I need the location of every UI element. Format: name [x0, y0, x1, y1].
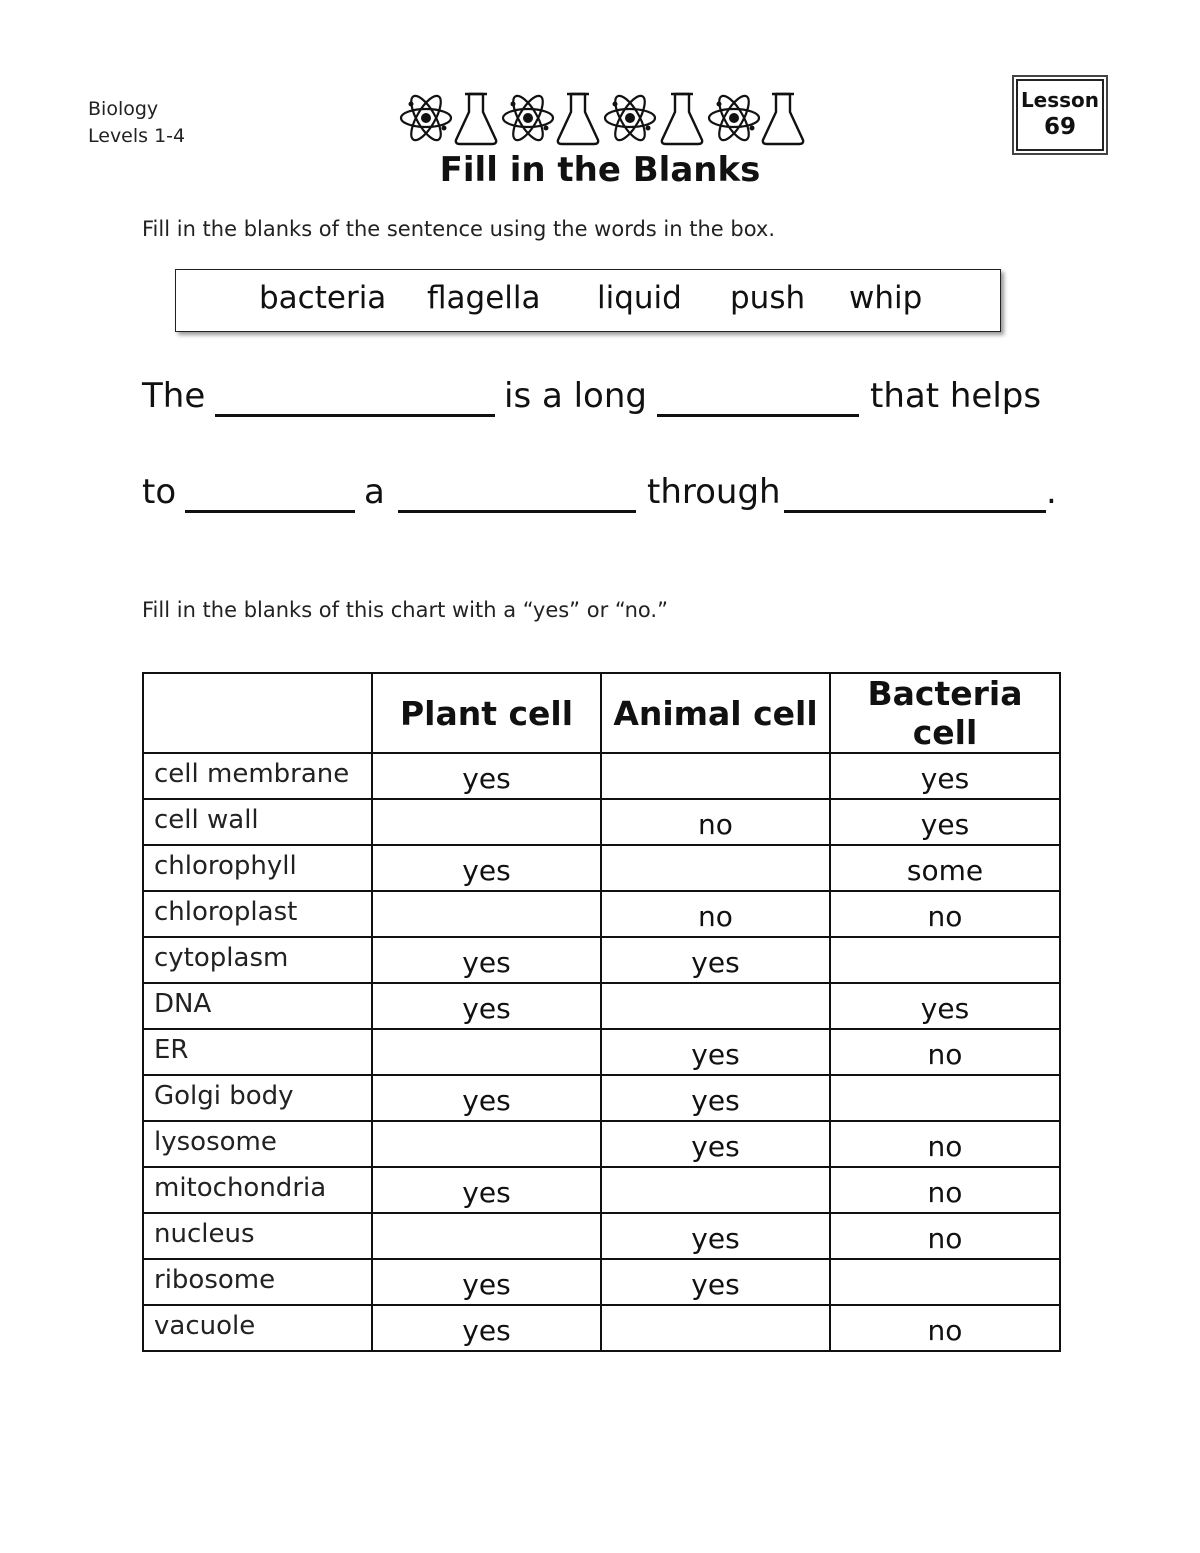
animal-cell-value[interactable]: no — [601, 799, 830, 845]
answer-blank-5[interactable] — [784, 510, 1046, 513]
table-row — [143, 1029, 1060, 1075]
plant-cell-value[interactable]: yes — [372, 1167, 601, 1213]
sentence-word: to — [142, 472, 177, 512]
plant-cell-value[interactable] — [372, 891, 601, 937]
table-row — [143, 1167, 1060, 1213]
subject-label — [88, 96, 185, 150]
bacteria-cell-value[interactable]: some — [830, 845, 1060, 891]
table-row — [143, 1213, 1060, 1259]
plant-cell-value[interactable]: yes — [372, 1075, 601, 1121]
bacteria-cell-value[interactable] — [830, 1075, 1060, 1121]
word-bank-item: liquid — [597, 280, 682, 316]
bacteria-cell-value[interactable]: no — [830, 1167, 1060, 1213]
animal-cell-value[interactable]: yes — [601, 937, 830, 983]
word-bank-item: whip — [849, 280, 923, 316]
plant-cell-value[interactable]: yes — [372, 845, 601, 891]
table-row — [143, 1121, 1060, 1167]
row-label: cell wall — [143, 799, 372, 845]
answer-blank-4[interactable] — [398, 510, 636, 513]
flask-icon — [558, 94, 598, 144]
word-bank — [175, 269, 1001, 332]
column-header-animal-cell: Animal cell — [601, 673, 830, 753]
atom-icon — [709, 92, 759, 144]
word-bank-item: bacteria — [259, 280, 387, 316]
answer-blank-3[interactable] — [185, 510, 355, 513]
sentence-line-1 — [142, 376, 1102, 436]
table-row — [143, 1305, 1060, 1351]
word-bank-item: flagella — [427, 280, 541, 316]
bacteria-cell-value[interactable]: no — [830, 1213, 1060, 1259]
sentence-instruction: Fill in the blanks of the sentence using the words in the box. — [142, 217, 776, 241]
plant-cell-value[interactable] — [372, 799, 601, 845]
plant-cell-value[interactable]: yes — [372, 753, 601, 799]
sentence-line-2 — [142, 472, 1102, 532]
plant-cell-value[interactable]: yes — [372, 1305, 601, 1351]
table-row — [143, 1259, 1060, 1305]
row-label: cell membrane — [143, 753, 372, 799]
plant-cell-value[interactable] — [372, 1121, 601, 1167]
bacteria-cell-value[interactable]: no — [830, 1305, 1060, 1351]
answer-blank-1[interactable] — [215, 414, 495, 417]
bacteria-cell-value[interactable]: yes — [830, 983, 1060, 1029]
flask-icon — [456, 94, 496, 144]
atom-icon — [401, 92, 451, 144]
bacteria-cell-value[interactable]: no — [830, 891, 1060, 937]
chart-instruction: Fill in the blanks of this chart with a “yes” or “no.” — [142, 598, 668, 622]
row-label: chlorophyll — [143, 845, 372, 891]
animal-cell-value[interactable]: yes — [601, 1121, 830, 1167]
bacteria-cell-value[interactable] — [830, 937, 1060, 983]
plant-cell-value[interactable] — [372, 1213, 601, 1259]
lesson-label: Lesson — [1020, 88, 1100, 112]
row-label: ribosome — [143, 1259, 372, 1305]
animal-cell-value[interactable]: yes — [601, 1213, 830, 1259]
column-header-plant-cell: Plant cell — [372, 673, 601, 753]
sentence-word: that helps — [870, 376, 1042, 416]
cell-comparison-chart — [142, 672, 1061, 1352]
animal-cell-value[interactable]: yes — [601, 1259, 830, 1305]
table-row — [143, 1075, 1060, 1121]
animal-cell-value[interactable]: yes — [601, 1029, 830, 1075]
row-label: vacuole — [143, 1305, 372, 1351]
plant-cell-value[interactable] — [372, 1029, 601, 1075]
bacteria-cell-value[interactable]: no — [830, 1029, 1060, 1075]
table-row — [143, 983, 1060, 1029]
animal-cell-value[interactable] — [601, 983, 830, 1029]
row-label: Golgi body — [143, 1075, 372, 1121]
word-bank-item: push — [730, 280, 806, 316]
levels-label: Levels 1-4 — [88, 125, 186, 147]
bacteria-cell-value[interactable]: yes — [830, 753, 1060, 799]
plant-cell-value[interactable]: yes — [372, 1259, 601, 1305]
sentence-period: . — [1046, 472, 1057, 512]
sentence-word: is a long — [504, 376, 647, 416]
atom-icon — [605, 92, 655, 144]
subject-name: Biology — [88, 98, 159, 120]
sentence-word: through — [647, 472, 781, 512]
animal-cell-value[interactable]: yes — [601, 1075, 830, 1121]
sentence-word: a — [364, 472, 385, 512]
row-label: nucleus — [143, 1213, 372, 1259]
table-row — [143, 891, 1060, 937]
lesson-badge — [1016, 79, 1104, 151]
animal-cell-value[interactable] — [601, 845, 830, 891]
animal-cell-value[interactable] — [601, 1305, 830, 1351]
answer-blank-2[interactable] — [657, 414, 859, 417]
table-row — [143, 937, 1060, 983]
column-header-bacteria-cell: Bacteria cell — [830, 673, 1060, 753]
table-row — [143, 753, 1060, 799]
page-title: Fill in the Blanks — [439, 150, 761, 190]
row-label: cytoplasm — [143, 937, 372, 983]
sentence-word: The — [142, 376, 206, 416]
atom-icon — [503, 92, 553, 144]
plant-cell-value[interactable]: yes — [372, 983, 601, 1029]
row-label: mitochondria — [143, 1167, 372, 1213]
row-label: chloroplast — [143, 891, 372, 937]
animal-cell-value[interactable] — [601, 1167, 830, 1213]
decorative-icon-strip — [398, 88, 808, 148]
lesson-number: 69 — [1043, 114, 1076, 140]
table-row — [143, 845, 1060, 891]
plant-cell-value[interactable]: yes — [372, 937, 601, 983]
animal-cell-value[interactable]: no — [601, 891, 830, 937]
column-header — [143, 673, 372, 753]
row-label: ER — [143, 1029, 372, 1075]
bacteria-cell-value[interactable]: yes — [830, 799, 1060, 845]
row-label: lysosome — [143, 1121, 372, 1167]
table-row — [143, 799, 1060, 845]
flask-icon — [763, 94, 803, 144]
chart-header-row — [143, 673, 1060, 753]
flask-icon — [662, 94, 702, 144]
bacteria-cell-value[interactable]: no — [830, 1121, 1060, 1167]
animal-cell-value[interactable] — [601, 753, 830, 799]
bacteria-cell-value[interactable] — [830, 1259, 1060, 1305]
row-label: DNA — [143, 983, 372, 1029]
